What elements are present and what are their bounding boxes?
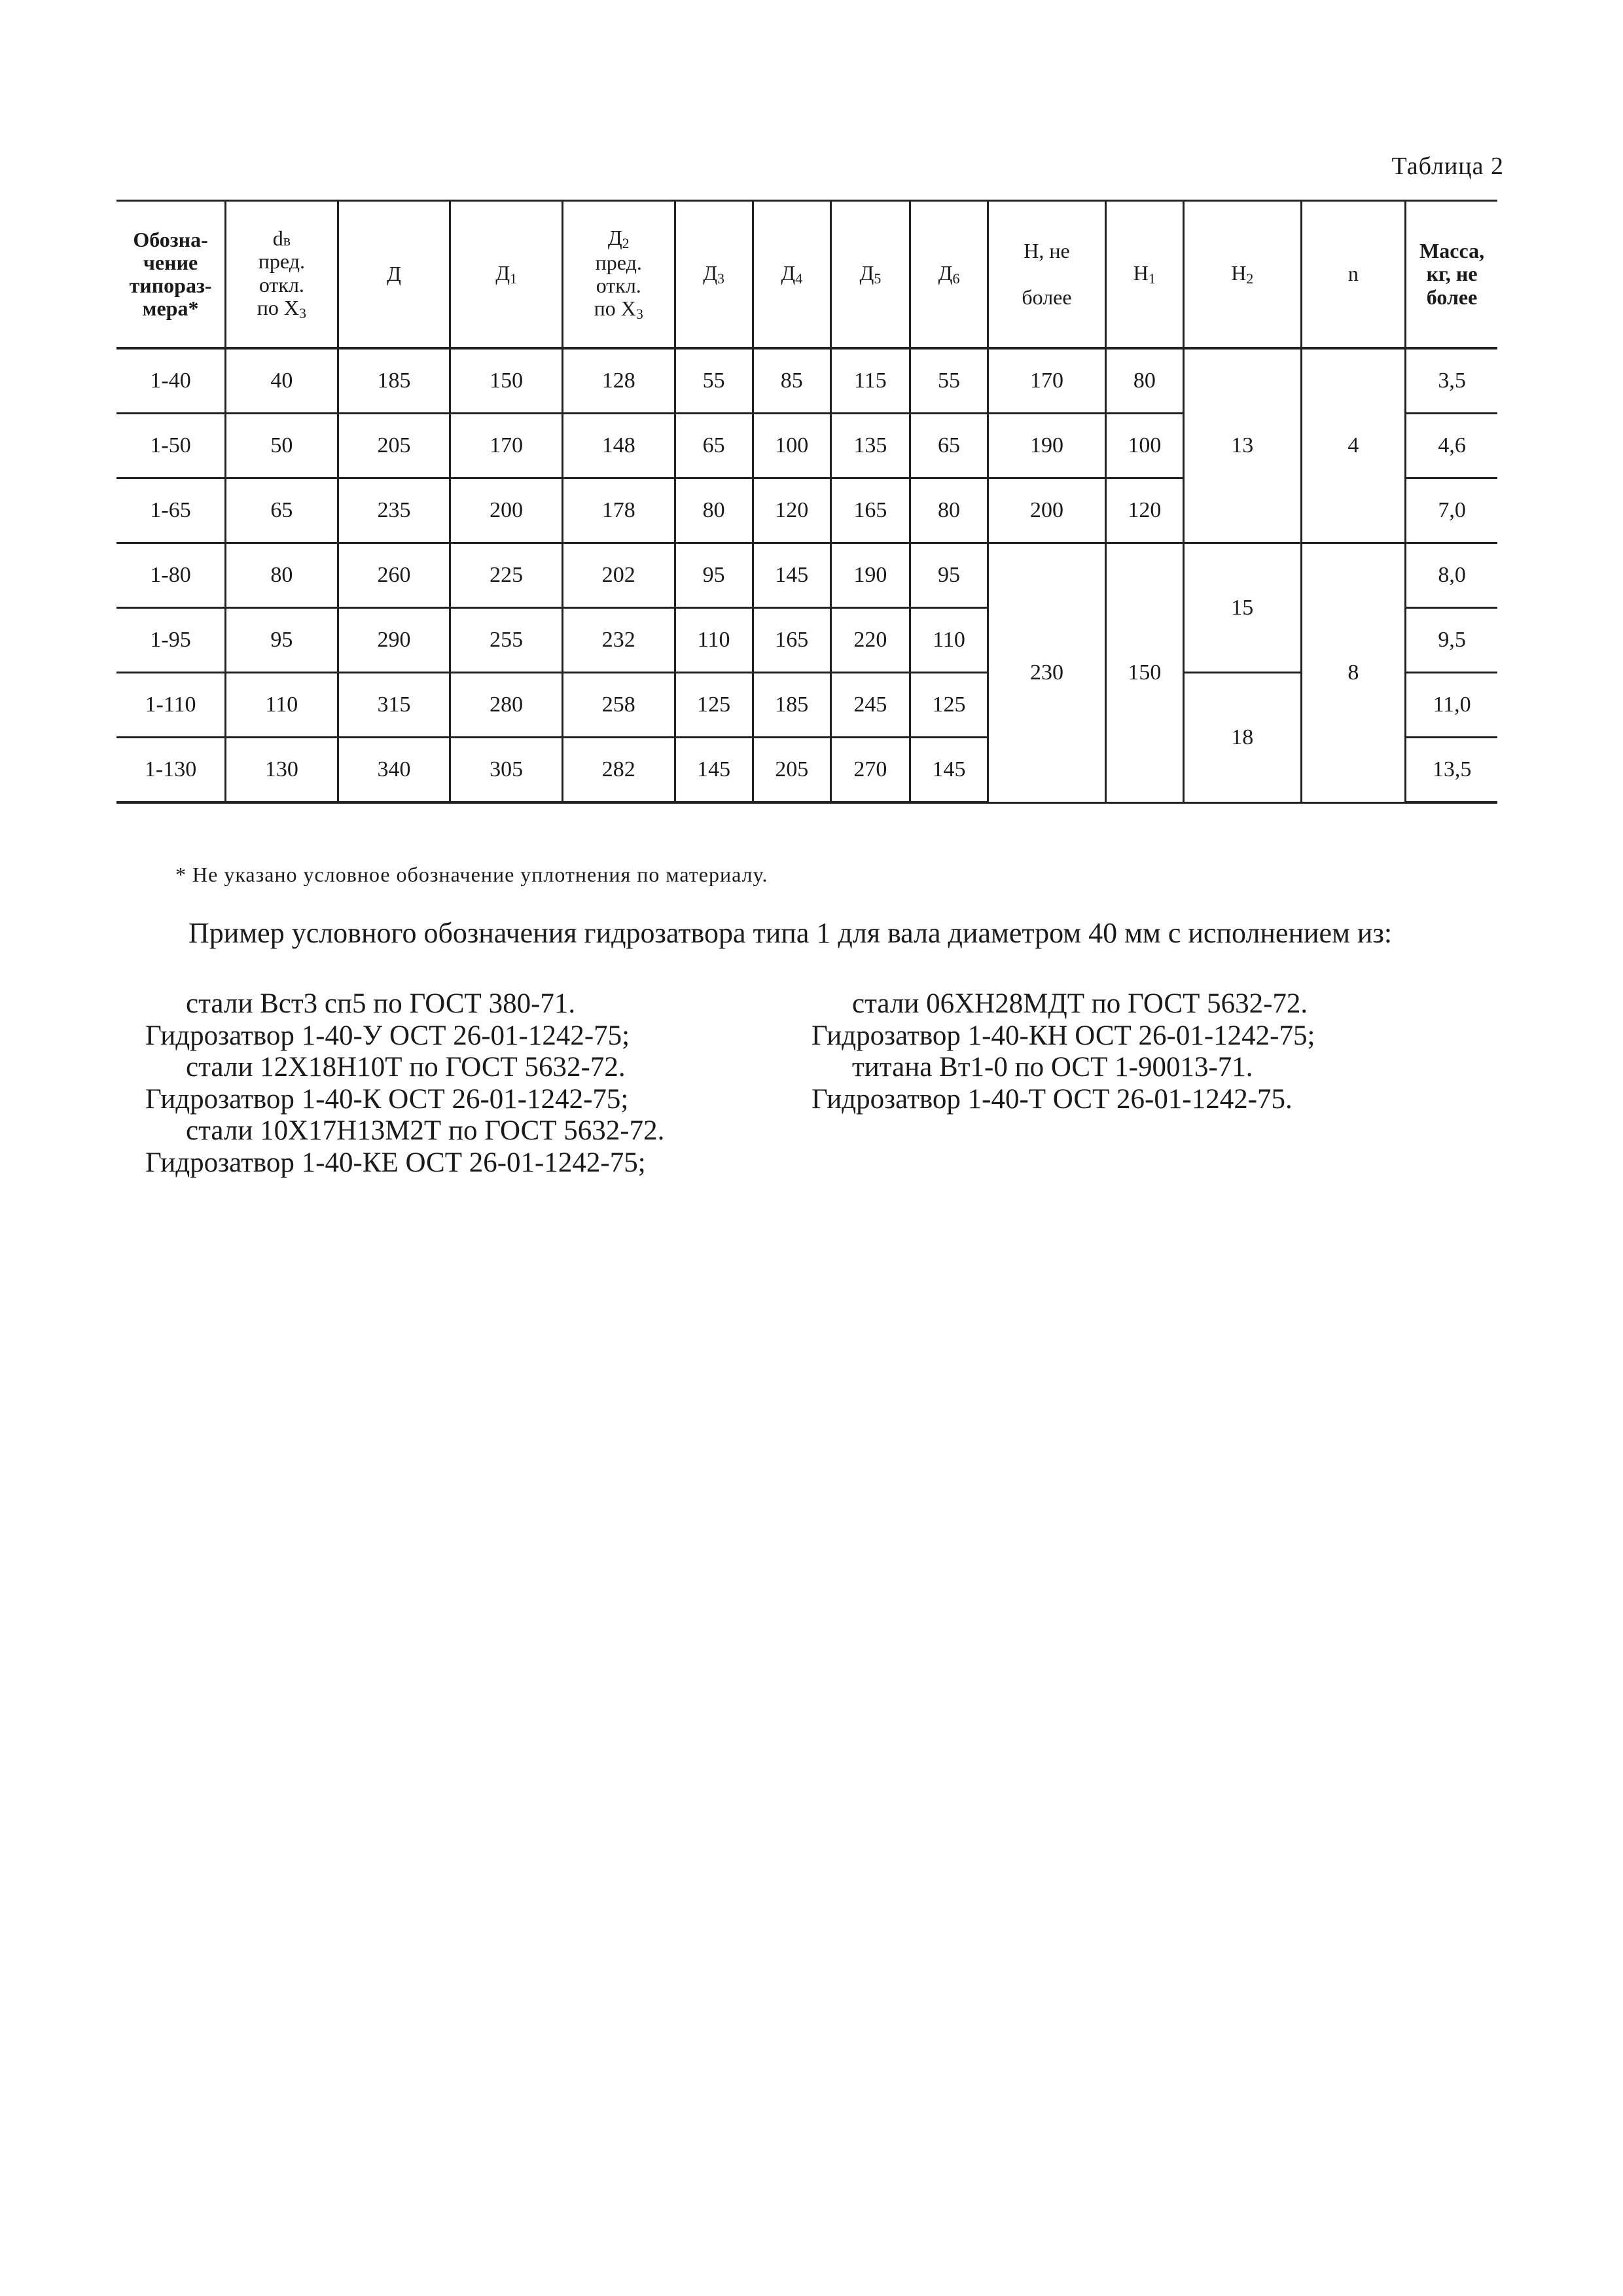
header-h: H, не более	[988, 201, 1106, 349]
cell-db: 130	[226, 738, 338, 803]
header-d2: $Д_2$ пред. откл. по $X_3$	[562, 201, 675, 349]
cell-d3: 65	[675, 414, 753, 478]
cell-d3: 145	[675, 738, 753, 803]
cell-designation: 1-65	[116, 478, 226, 543]
cell-d1: 150	[450, 348, 563, 414]
cell-d6: 145	[910, 738, 988, 803]
cell-d: 290	[338, 608, 450, 673]
table-caption: Таблица 2	[1391, 152, 1504, 180]
example-intro: Пример условного обозначения гидрозатвора типа 1 для вала диаметром 40 мм с исполнением из:	[188, 917, 1393, 949]
cell-d6: 80	[910, 478, 988, 543]
cell-d5: 115	[830, 348, 910, 414]
product-designation-line: Гидрозатвор 1-40-К ОСТ 26-01-1242-75;	[145, 1083, 629, 1115]
cell-d4: 120	[753, 478, 830, 543]
cell-d1: 255	[450, 608, 563, 673]
cell-d6: 95	[910, 543, 988, 608]
product-designation-line: Гидрозатвор 1-40-У ОСТ 26-01-1242-75;	[145, 1020, 630, 1051]
header-d6: $Д_6$	[910, 201, 988, 349]
cell-d: 205	[338, 414, 450, 478]
cell-d: 235	[338, 478, 450, 543]
header-h1: $H_1$	[1105, 201, 1183, 349]
cell-mass: 7,0	[1406, 478, 1497, 543]
material-line: стали 06ХН28МДТ по ГОСТ 5632-72.	[852, 988, 1308, 1019]
cell-d1: 305	[450, 738, 563, 803]
dimensions-table	[116, 200, 1497, 804]
cell-db: 65	[226, 478, 338, 543]
cell-h2-merged-large: 18	[1183, 673, 1301, 803]
header-d1: $Д_1$	[450, 201, 563, 349]
cell-d: 260	[338, 543, 450, 608]
product-designation-line: Гидрозатвор 1-40-КН ОСТ 26-01-1242-75;	[812, 1020, 1315, 1051]
header-d4: $Д_4$	[753, 201, 830, 349]
cell-d: 315	[338, 673, 450, 738]
table-row	[116, 673, 1497, 738]
cell-h: 200	[988, 478, 1106, 543]
cell-mass: 11,0	[1406, 673, 1497, 738]
cell-designation: 1-130	[116, 738, 226, 803]
cell-d5: 190	[830, 543, 910, 608]
cell-designation: 1-40	[116, 348, 226, 414]
cell-d3: 125	[675, 673, 753, 738]
cell-d5: 245	[830, 673, 910, 738]
cell-mass: 9,5	[1406, 608, 1497, 673]
cell-db: 80	[226, 543, 338, 608]
material-line: титана Вт1-0 по ОСТ 1-90013-71.	[852, 1052, 1253, 1083]
material-line: стали 10Х17Н13М2Т по ГОСТ 5632-72.	[186, 1115, 665, 1147]
cell-d6: 125	[910, 673, 988, 738]
header-d3: $Д_3$	[675, 201, 753, 349]
product-designation-line: Гидрозатвор 1-40-Т ОСТ 26-01-1242-75.	[812, 1083, 1293, 1115]
example-column-right	[812, 988, 1315, 1115]
cell-db: 50	[226, 414, 338, 478]
cell-d3: 95	[675, 543, 753, 608]
cell-d1: 200	[450, 478, 563, 543]
cell-h-merged-large: 230	[988, 543, 1106, 803]
cell-h: 170	[988, 348, 1106, 414]
cell-designation: 1-110	[116, 673, 226, 738]
cell-d4: 185	[753, 673, 830, 738]
cell-h: 190	[988, 414, 1106, 478]
cell-d1: 280	[450, 673, 563, 738]
cell-designation: 1-80	[116, 543, 226, 608]
cell-db: 40	[226, 348, 338, 414]
material-line: стали 12Х18Н10Т по ГОСТ 5632-72.	[186, 1052, 626, 1083]
dimensions-table-wrap	[116, 200, 1497, 804]
product-designation-line: Гидрозатвор 1-40-КЕ ОСТ 26-01-1242-75;	[145, 1147, 646, 1178]
cell-h1: 80	[1105, 348, 1183, 414]
cell-h1: 120	[1105, 478, 1183, 543]
table-footnote: * Не указано условное обозначение уплотнения по материалу.	[175, 863, 768, 886]
cell-mass: 4,6	[1406, 414, 1497, 478]
cell-d2: 178	[562, 478, 675, 543]
cell-d: 185	[338, 348, 450, 414]
cell-designation: 1-50	[116, 414, 226, 478]
cell-d2: 258	[562, 673, 675, 738]
cell-d5: 270	[830, 738, 910, 803]
header-designation: Обозна- чение типораз- мера*	[116, 201, 226, 349]
header-db: dв пред. откл. по $X_3$	[226, 201, 338, 349]
header-mass: Масса, кг, не более	[1406, 201, 1497, 349]
cell-n-merged-small: 4	[1301, 348, 1406, 543]
cell-d3: 55	[675, 348, 753, 414]
table-header-row	[116, 201, 1497, 349]
cell-d4: 145	[753, 543, 830, 608]
header-h2: $H_2$	[1183, 201, 1301, 349]
cell-d: 340	[338, 738, 450, 803]
example-column-left	[145, 988, 664, 1179]
cell-d6: 110	[910, 608, 988, 673]
cell-d3: 80	[675, 478, 753, 543]
cell-d5: 220	[830, 608, 910, 673]
cell-db: 95	[226, 608, 338, 673]
header-n: n	[1301, 201, 1406, 349]
cell-d1: 225	[450, 543, 563, 608]
cell-d2: 128	[562, 348, 675, 414]
header-d: Д	[338, 201, 450, 349]
cell-h2-merged-mid: 15	[1183, 543, 1301, 673]
cell-mass: 8,0	[1406, 543, 1497, 608]
cell-d2: 282	[562, 738, 675, 803]
table-row	[116, 543, 1497, 608]
cell-d3: 110	[675, 608, 753, 673]
cell-d5: 135	[830, 414, 910, 478]
cell-d5: 165	[830, 478, 910, 543]
cell-d2: 148	[562, 414, 675, 478]
cell-d4: 85	[753, 348, 830, 414]
cell-h1: 100	[1105, 414, 1183, 478]
cell-h1-merged-large: 150	[1105, 543, 1183, 803]
cell-designation: 1-95	[116, 608, 226, 673]
header-d5: $Д_5$	[830, 201, 910, 349]
cell-h2-merged-small: 13	[1183, 348, 1301, 543]
cell-d4: 165	[753, 608, 830, 673]
cell-d4: 205	[753, 738, 830, 803]
cell-d2: 202	[562, 543, 675, 608]
cell-n-merged-large: 8	[1301, 543, 1406, 803]
cell-mass: 13,5	[1406, 738, 1497, 803]
cell-d6: 55	[910, 348, 988, 414]
cell-mass: 3,5	[1406, 348, 1497, 414]
cell-d1: 170	[450, 414, 563, 478]
cell-d2: 232	[562, 608, 675, 673]
cell-d6: 65	[910, 414, 988, 478]
material-line: стали Вст3 сп5 по ГОСТ 380-71.	[186, 988, 576, 1019]
cell-d4: 100	[753, 414, 830, 478]
table-row	[116, 348, 1497, 414]
cell-db: 110	[226, 673, 338, 738]
